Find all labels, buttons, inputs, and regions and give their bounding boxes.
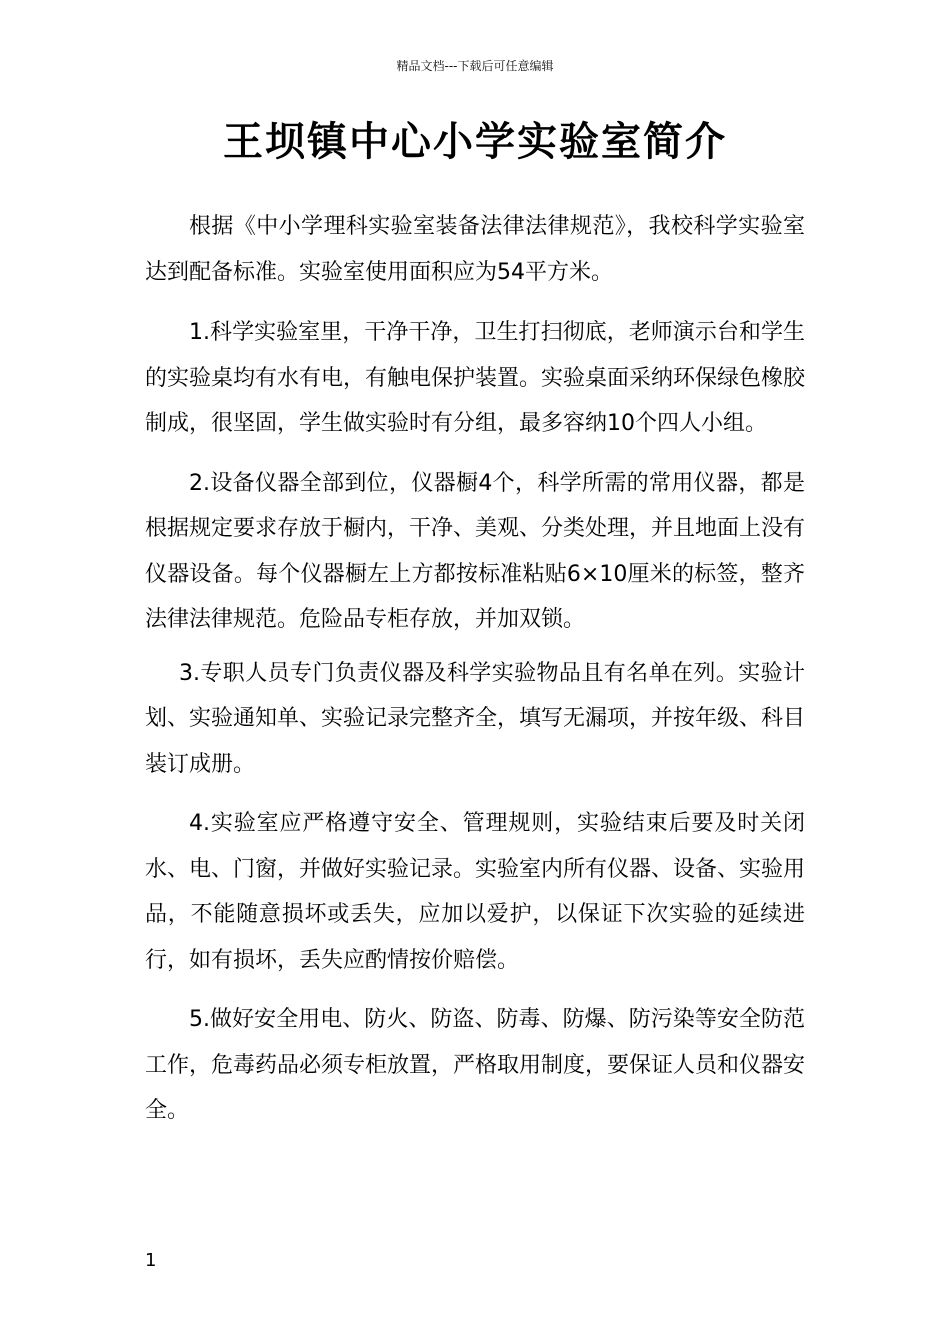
document-title: 王坝镇中心小学实验室简介 [223, 119, 727, 165]
page-number: 1 [145, 1250, 157, 1271]
page-header: 精品文档---下载后可任意编辑 [396, 59, 554, 73]
item-2-paragraph: 2.设备仪器全部到位，仪器橱4个，科学所需的常用仪器，都是根据规定要求存放于橱内，干净、美观、分类处理，并且地面上没有仪器设备。每个仪器橱左上方都按标准粘贴6×10厘米的标签，整齐法律法律规范。危险品专柜存放，并加双锁。 [145, 470, 806, 632]
item-3-paragraph: 3.专职人员专门负责仪器及科学实验物品且有名单在列。实验计划、实验通知单、实验记录完整齐全，填写无漏项，并按年级、科目装订成册。 [145, 660, 806, 777]
item-1-paragraph: 1.科学实验室里，干净干净，卫生打扫彻底，老师演示台和学生的实验桌均有水有电，有触电保护装置。实验桌面采纳环保绿色橡胶制成，很坚固，学生做实验时有分组，最多容纳10个四人小组。 [145, 320, 806, 436]
item-5-paragraph: 5.做好安全用电、防火、防盗、防毒、防爆、防污染等安全防范工作，危毒药品必须专柜放置，严格取用制度，要保证人员和仪器安全。 [145, 1007, 806, 1123]
intro-paragraph: 根据《中小学理科实验室装备法律法律规范》，我校科学实验室达到配备标准。实验室使用面积应为54平方米。 [145, 214, 805, 285]
item-4-paragraph: 4.实验室应严格遵守安全、管理规则，实验结束后要及时关闭水、电、门窗，并做好实验记录。实验室内所有仪器、设备、实验用品，不能随意损坏或丢失，应加以爱护，以保证下次实验的延续进行，如有损坏，丢失应酌情按价赔偿。 [145, 811, 806, 973]
document-body [145, 204, 805, 1134]
